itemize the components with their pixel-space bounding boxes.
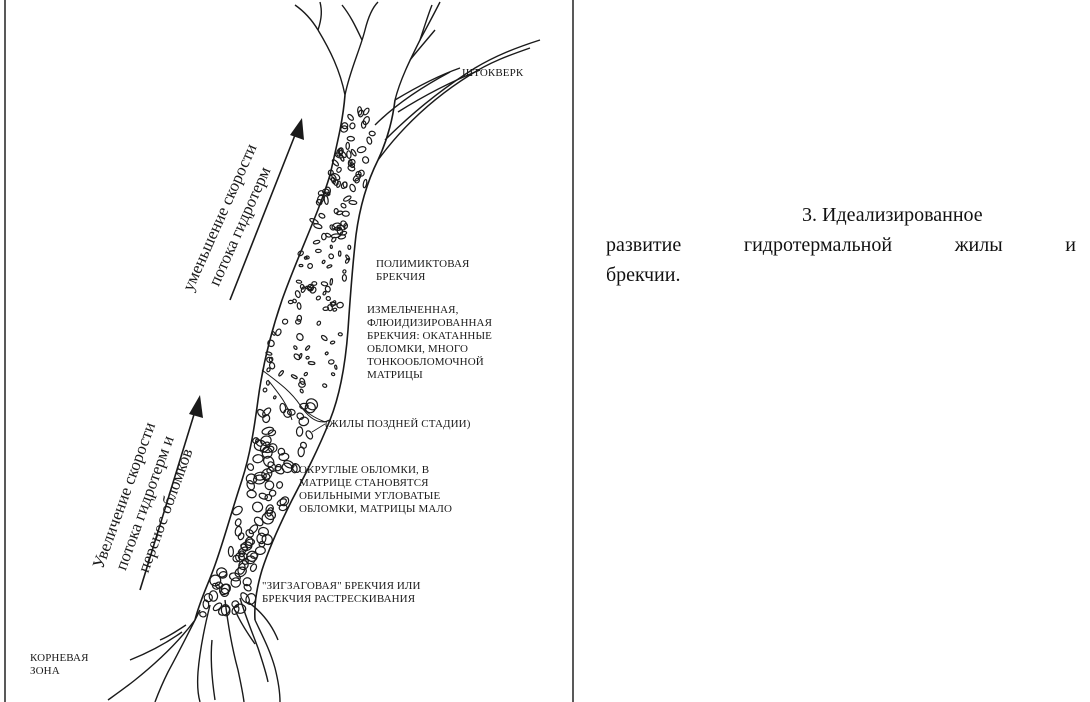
breccia-fragment [347,113,355,121]
breccia-fragment [249,563,257,572]
breccia-fragment [261,407,272,418]
breccia-fragment [293,345,298,350]
breccia-fragment [246,463,254,472]
label-zigzag-breccia: "ЗИГЗАГОВАЯ" БРЕКЧИЯ ИЛИ БРЕКЧИЯ РАСТРЕСКИВАНИЯ [262,580,421,605]
breccia-fragment [331,372,335,376]
breccia-fragment [322,383,327,388]
breccia-fragment [278,370,284,377]
breccia-fragment [248,523,259,535]
breccia-fragment [313,240,320,245]
breccia-fragment [199,611,206,617]
breccia-fragment [304,372,309,377]
breccia-fragment [252,454,263,463]
label-polymict-breccia: ПОЛИМИКТОВАЯ БРЕКЧИЯ [376,258,470,283]
breccia-fragment [295,290,302,298]
breccia-fragment [327,264,333,268]
breccia-fragment [349,184,357,193]
breccia-fragment [323,291,327,295]
breccia-fragment [246,489,256,498]
breccia-fragment [340,231,347,236]
breccia-fragment [330,245,333,248]
breccia-fragment [330,341,335,345]
breccia-fragment [330,278,333,285]
breccia-fragment [259,541,265,546]
breccia-fragment [237,563,247,575]
figure-caption [606,200,1076,290]
breccia-fragment [366,136,372,144]
breccia-fragment [328,253,334,260]
breccia-fragment [264,480,275,491]
breccia-fragment [266,367,271,372]
breccia-fragment [296,412,305,421]
breccia-fragment [308,361,315,364]
breccia-fragment [242,576,253,586]
breccia-fragment [321,335,328,342]
breccia-fragment [316,249,322,252]
breccia-fragment [342,269,346,273]
breccia-fragment [343,182,348,188]
breccia-fragment [316,321,321,326]
breccia-fragment [325,352,329,356]
breccia-fragment [306,356,310,359]
breccia-fragment [369,131,376,136]
breccia-fragment [300,284,305,289]
label-late-veins: (ЖИЛЫ ПОЗДНЕЙ СТАДИИ) [325,418,471,430]
breccia-fragment [349,200,357,205]
breccia-fragment [300,389,304,394]
breccia-fragment [333,308,337,312]
breccia-fragment [312,282,317,286]
breccia-fragment [347,136,355,141]
breccia-fragment [339,251,341,256]
breccia-fragment [316,295,322,300]
breccia-fragment [283,459,296,469]
breccia-fragment [357,146,367,154]
breccia-fragment [298,447,305,457]
breccia-fragment [348,245,351,249]
breccia-fragment [271,331,275,336]
label-stockwork: ШТОКВЕРК [462,67,524,79]
breccia-fragment [349,122,355,129]
breccia-fragment [261,426,274,436]
breccia-fragment [297,302,302,309]
breccia-fragment [342,211,349,216]
caption-line-3: брекчии. [606,264,681,286]
breccia-fragment [328,360,334,365]
breccia-fragment [362,107,370,115]
breccia-fragment [305,345,310,351]
label-root-zone: КОРНЕВАЯ ЗОНА [30,652,89,677]
breccia-fragment [346,151,351,159]
breccia-fragment [295,332,304,341]
breccia-fragment [321,281,328,286]
caption-line-2: развитие гидротермальной жилы и [606,234,1076,256]
breccia-fragment [322,260,326,264]
breccia-fragment [318,213,325,219]
breccia-fragment [327,304,333,311]
breccia-fragment [334,365,337,370]
caption-line-1: 3. Идеализированное [802,204,983,226]
breccia-fragment [326,296,331,301]
breccia-fragment [228,546,233,556]
breccia-fragment [255,546,266,555]
breccia-fragment [277,447,285,456]
arrow-lower-text: Увеличение скорости потока гидротерм и перенос обломков [88,419,197,575]
late-stage-veins [262,370,330,422]
late-veins-leader [312,424,325,432]
breccia-fragment [307,263,314,270]
breccia-fragment [338,333,342,337]
breccia-fragment [273,396,276,400]
breccia-fragment [324,195,329,204]
breccia-fragment [291,374,298,379]
breccia-fragment [336,302,344,309]
arrow-upper-text: уменьшение скорости потока гидротерм [178,140,275,294]
breccia-fragment [340,203,347,209]
breccia-fragment [346,142,350,149]
label-crushed-breccia: ИЗМЕЛЬЧЕННАЯ, ФЛЮИДИЗИРОВАННАЯ БРЕКЧИЯ: ОКАТАННЫЕ ОБЛОМКИ, МНОГО ТОНКООБЛОМОЧНОЙ МАТРИЦЫ [367,304,493,381]
breccia-fragment [276,481,283,489]
breccia-fragment [209,591,218,602]
breccia-fragment [234,518,242,527]
stockwork-branches [295,2,540,160]
breccia-fragment [330,300,337,307]
breccia-fragment [361,156,369,165]
breccia-fragment [275,328,282,336]
label-rounded-fragments: ОКРУГЛЫЕ ОБЛОМКИ, В МАТРИЦЕ СТАНОВЯТСЯ ОБИЛЬНЫМИ УГЛОВАТЫЕ ОБЛОМКИ, МАТРИЦЫ МАЛО [299,464,453,515]
breccia-fragment [296,280,302,284]
breccia-fragment [282,319,288,325]
breccia-fragment [299,264,303,266]
breccia-fragment [342,275,346,282]
breccia-fragment [262,387,267,392]
breccia-fragment [264,494,272,501]
breccia-fragment [252,501,264,513]
breccia-fragment [296,427,303,437]
breccia-fragment [258,492,268,500]
breccia-fragment [336,167,342,174]
